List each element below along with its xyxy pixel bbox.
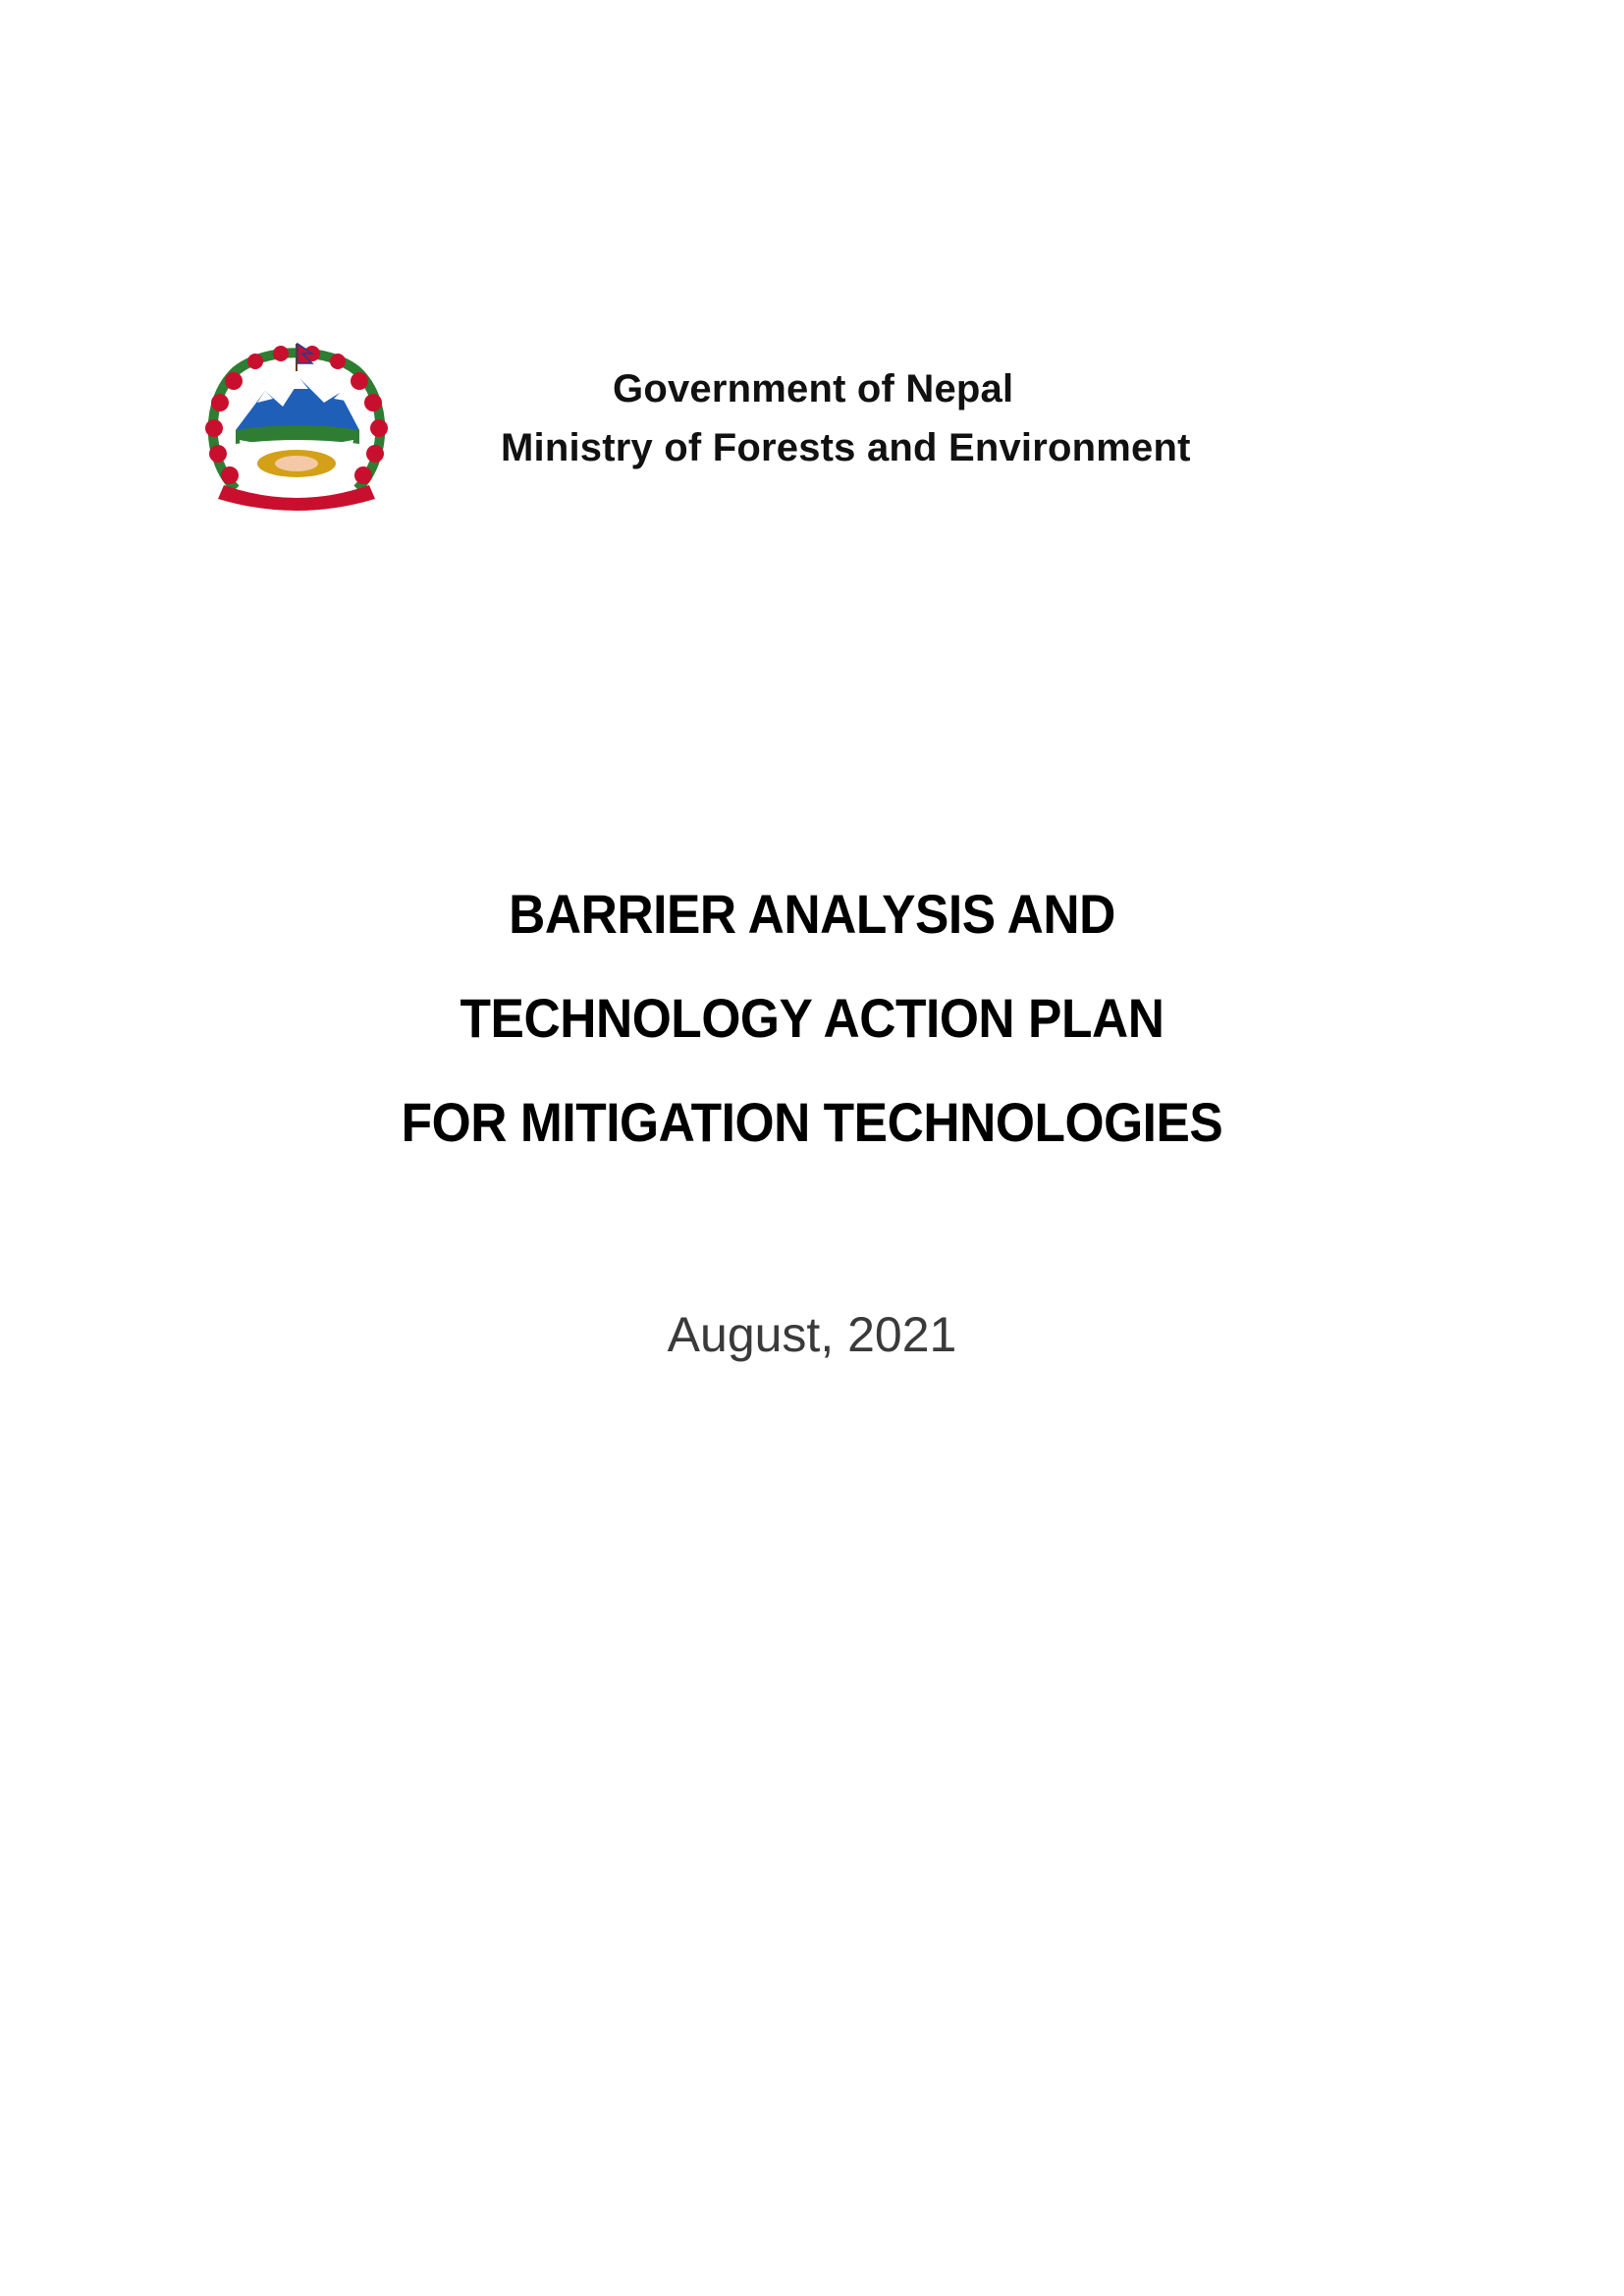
- motto-ribbon: [218, 485, 375, 511]
- report-title-line-3: FOR MITIGATION TECHNOLOGIES: [401, 1091, 1223, 1153]
- report-title-line-2: TECHNOLOGY ACTION PLAN: [460, 987, 1164, 1049]
- nepal-emblem-icon: [196, 342, 397, 515]
- government-name: Government of Nepal: [613, 367, 1014, 410]
- mountain-icon: [236, 379, 359, 458]
- ministry-name: Ministry of Forests and Environment: [501, 426, 1191, 469]
- publication-date: August, 2021: [667, 1307, 957, 1362]
- report-title-line-1: BARRIER ANALYSIS AND: [509, 883, 1115, 945]
- handshake-icon: [257, 450, 336, 477]
